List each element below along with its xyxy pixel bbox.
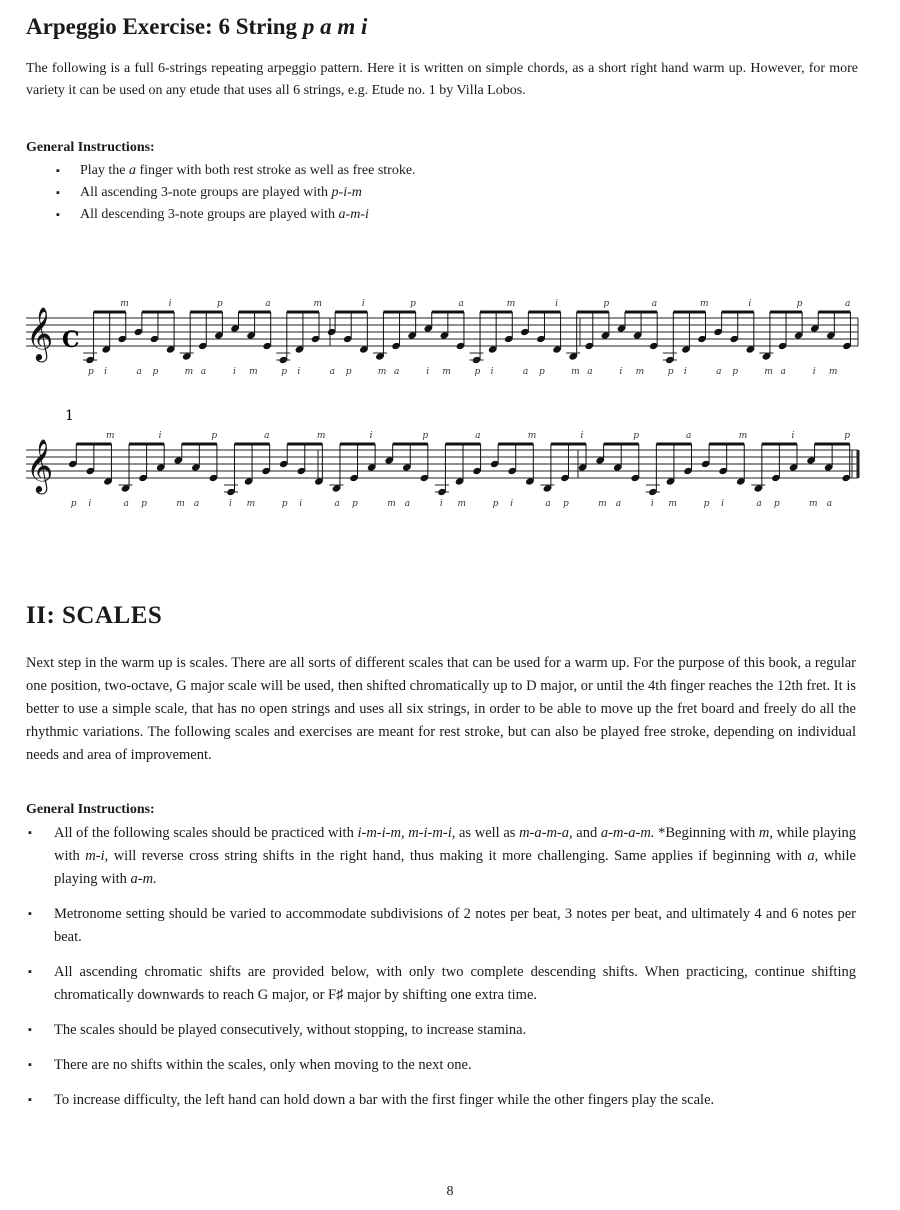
svg-text:a: a: [716, 367, 722, 377]
arpeggio-music-notation: [0, 280, 900, 510]
svg-text:i: i: [88, 499, 92, 509]
scales-paragraph: Next step in the warm up is scales. There are all sorts of different scales that can be used for a warm up. For the purpose of this book, a regular one position, two-octave, G major scale will be used, then shifted chromatically up to D major, or until the 4th finger reaches the 12th fret. It is better to use a simple scale, that has no open strings and uses all six strings, in order to be able to move up the fret board and freely do all the rhythmic variations. The following scales and exercises are meant for rest stroke, but can also be played free stroke, depending on individual needs and area of improvement.: [26, 655, 856, 763]
intro-paragraph: The following is a full 6-strings repeating arpeggio pattern. Here it is written on simple chords, as a short right hand warm up. However, for more variety it can be used on any etude that uses all 6 strings, e.g. Etude no. 1 by Villa Lobos.: [26, 61, 858, 98]
svg-text:p: p: [703, 499, 710, 509]
svg-text:m: m: [506, 299, 516, 309]
svg-text:m: m: [120, 299, 129, 309]
svg-text:m: m: [598, 499, 607, 509]
svg-text:m: m: [184, 367, 194, 377]
svg-text:a: a: [587, 367, 593, 377]
svg-text:p: p: [70, 499, 77, 509]
svg-text:m: m: [457, 499, 467, 509]
page-number: 8: [446, 1184, 454, 1199]
svg-text:a: a: [475, 431, 481, 441]
scales-instructions-heading: General Instructions:: [26, 802, 155, 817]
svg-text:a: a: [404, 499, 411, 509]
arpeggio-instructions-list: [48, 160, 416, 226]
svg-text:a: a: [123, 499, 129, 509]
svg-text:i: i: [619, 367, 623, 377]
svg-text:p: p: [603, 299, 610, 309]
svg-text:m: m: [738, 431, 748, 441]
svg-text:m: m: [387, 499, 396, 509]
svg-text:m: m: [828, 367, 838, 377]
staff-line-1: [26, 299, 858, 377]
svg-text:i: i: [721, 499, 725, 509]
svg-text:a: a: [394, 367, 400, 377]
svg-text:a: a: [651, 299, 658, 309]
svg-text:a: a: [458, 299, 464, 309]
scales-instructions-list: [26, 822, 856, 1124]
svg-text:i: i: [490, 367, 494, 377]
svg-text:i: i: [297, 367, 301, 377]
svg-text:a: a: [264, 431, 270, 441]
svg-text:a: a: [780, 367, 786, 377]
staff-line-2: [26, 431, 858, 509]
svg-text:a: a: [200, 367, 207, 377]
svg-text:i: i: [232, 367, 236, 377]
list-item: ▪ Play the a finger with both rest stroke as well as free stroke.: [48, 160, 416, 182]
svg-text:p: p: [281, 367, 288, 377]
treble-clef-icon: 𝄞: [26, 438, 54, 492]
svg-text:m: m: [105, 431, 115, 441]
svg-text:p: p: [667, 367, 674, 377]
svg-text:m: m: [668, 499, 677, 509]
svg-text:p: p: [773, 499, 780, 509]
page-title: [26, 14, 367, 40]
svg-text:p: p: [410, 299, 416, 309]
list-item: ▪ All ascending 3-note groups are played with p-i-m: [48, 182, 416, 204]
svg-text:a: a: [756, 499, 762, 509]
svg-text:a: a: [615, 499, 622, 509]
svg-text:p: p: [141, 499, 147, 509]
svg-text:m: m: [176, 499, 185, 509]
svg-text:p: p: [422, 431, 429, 441]
svg-text:p: p: [562, 499, 569, 509]
title-italic-text: p a m i: [302, 14, 368, 39]
title-main-text: Arpeggio Exercise: 6 String: [26, 14, 298, 39]
svg-text:i: i: [299, 499, 303, 509]
svg-text:m: m: [809, 499, 818, 509]
svg-text:i: i: [361, 299, 365, 309]
svg-text:i: i: [158, 431, 162, 441]
svg-text:p: p: [538, 367, 545, 377]
svg-text:i: i: [104, 367, 108, 377]
svg-text:p: p: [633, 431, 640, 441]
svg-text:i: i: [812, 367, 816, 377]
svg-text:i: i: [510, 499, 514, 509]
svg-text:p: p: [216, 299, 223, 309]
svg-text:p: p: [211, 431, 218, 441]
svg-text:m: m: [442, 367, 451, 377]
svg-text:m: m: [635, 367, 645, 377]
svg-text:p: p: [281, 499, 288, 509]
svg-text:p: p: [844, 431, 850, 441]
svg-text:m: m: [313, 299, 323, 309]
list-item: ▪ There are no shifts within the scales, only when moving to the next one.: [26, 1054, 856, 1077]
svg-text:i: i: [555, 299, 558, 309]
svg-text:a: a: [136, 367, 142, 377]
svg-text:i: i: [650, 499, 654, 509]
treble-clef-icon: 𝄞: [26, 306, 54, 360]
svg-text:m: m: [316, 431, 326, 441]
svg-text:m: m: [571, 367, 580, 377]
list-item: ▪ All ascending chromatic shifts are provided below, with only two complete descending shifts. When practicing, continue shifting chromatically downwards to reach G major, or F♯ major by shifting one extra time.: [26, 961, 856, 1007]
svg-text:p: p: [796, 299, 803, 309]
svg-text:i: i: [369, 431, 373, 441]
list-item: ▪ Metronome setting should be varied to accommodate subdivisions of 2 notes per beat, 3 notes per beat, and ultimately 4 and 6 notes per beat.: [26, 903, 856, 949]
svg-text:p: p: [492, 499, 499, 509]
svg-text:p: p: [352, 499, 358, 509]
svg-text:a: a: [193, 499, 200, 509]
svg-text:p: p: [88, 367, 94, 377]
svg-text:i: i: [228, 499, 232, 509]
svg-text:a: a: [826, 499, 833, 509]
svg-text:i: i: [168, 299, 172, 309]
svg-text:m: m: [377, 367, 387, 377]
svg-text:i: i: [748, 299, 752, 309]
position-marker: 1: [65, 408, 74, 424]
svg-text:a: a: [686, 431, 692, 441]
list-item: ▪ All of the following scales should be practiced with i-m-i-m, m-i-m-i, as well as m-a-m-a, and a-m-a-m. *Beginning with m, while playing with m-i, will reverse cross string shifts in the right hand, thus making it more challenging. Same applies if beginning with a, while playing with a-m.: [26, 822, 856, 891]
scales-heading: II: SCALES: [26, 602, 163, 629]
svg-text:a: a: [522, 367, 529, 377]
svg-text:m: m: [527, 431, 537, 441]
time-signature: C: [62, 327, 80, 353]
svg-text:i: i: [580, 431, 584, 441]
svg-text:m: m: [700, 299, 709, 309]
svg-text:p: p: [152, 367, 159, 377]
svg-text:i: i: [683, 367, 687, 377]
svg-text:i: i: [426, 367, 430, 377]
svg-text:m: m: [764, 367, 773, 377]
svg-text:a: a: [334, 499, 340, 509]
list-item: ▪ All descending 3-note groups are played with a-m-i: [48, 204, 416, 226]
svg-text:p: p: [732, 367, 738, 377]
svg-text:p: p: [474, 367, 481, 377]
svg-text:m: m: [249, 367, 258, 377]
svg-text:m: m: [246, 499, 256, 509]
list-item: ▪ The scales should be played consecutively, without stopping, to increase stamina.: [26, 1019, 856, 1042]
svg-text:a: a: [329, 367, 335, 377]
svg-text:i: i: [439, 499, 443, 509]
svg-text:i: i: [791, 431, 795, 441]
svg-text:a: a: [265, 299, 271, 309]
svg-text:p: p: [345, 367, 352, 377]
svg-text:a: a: [844, 299, 851, 309]
list-item: ▪ To increase difficulty, the left hand can hold down a bar with the first finger while the other fingers play the scale.: [26, 1089, 856, 1112]
svg-text:a: a: [545, 499, 551, 509]
arpeggio-instructions-heading: General Instructions:: [26, 140, 155, 155]
